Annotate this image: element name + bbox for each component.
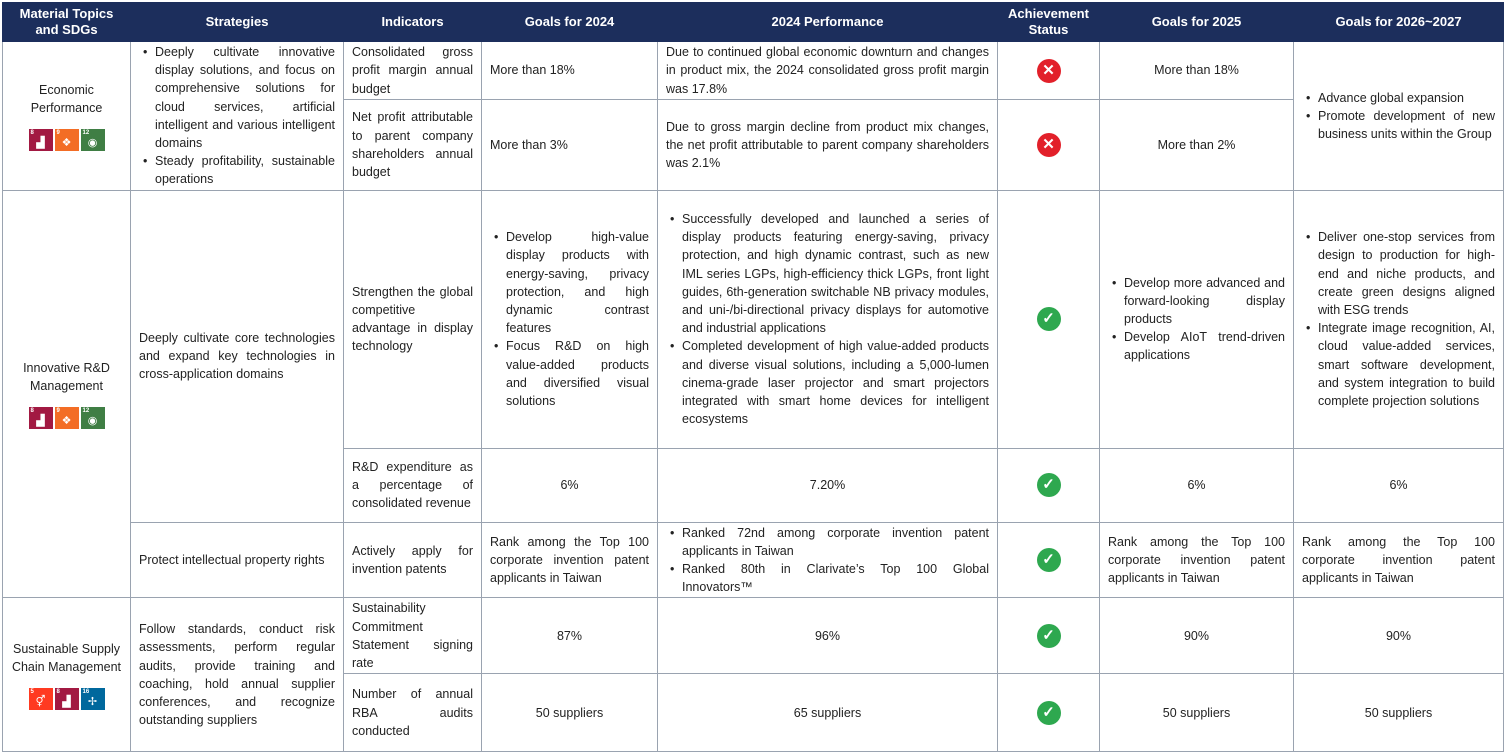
status-cell [998, 598, 1100, 674]
sdg-icons [11, 688, 122, 710]
status-cell [998, 448, 1100, 522]
goal-2025-cell: 6% [1100, 448, 1294, 522]
topic-name: Innovative R&D Management [23, 360, 110, 394]
goal-2025-cell: More than 18% [1100, 42, 1294, 100]
topic-cell-rnd [3, 190, 131, 598]
list-item: • Ranked 80th in Clarivate’s Top 100 Global Innovators™ [682, 560, 989, 596]
topic-name: Economic Performance [30, 82, 103, 115]
status-cell [998, 522, 1100, 598]
header-goals-2025: Goals for 2025 [1100, 3, 1294, 42]
material-topics-table [2, 2, 1504, 752]
topic-cell-supply-chain [3, 598, 131, 752]
list-item: • Successfully developed and launched a series of display products featuring energy-saving, privacy protection, and high dynamic contrast, such as new IML series LGPs, high-efficiency thick LGPs, front light guides, 6th-generation switchable NB privacy modules, and uni-/bi-directional privacy displays for automotive and industrial applications [682, 210, 989, 337]
performance-cell: Due to gross margin decline from product mix changes, the net profit attributable to parent company shareholders was 2.1% [658, 100, 998, 191]
header-goals-2024: Goals for 2024 [482, 3, 658, 42]
achieved-icon: ✓ [1037, 307, 1061, 331]
sdg-icons [11, 407, 122, 429]
status-cell [998, 674, 1100, 752]
goal-2025-cell: 90% [1100, 598, 1294, 674]
list-item: • Ranked 72nd among corporate invention patent applicants in Taiwan [682, 524, 989, 560]
achieved-icon: ✓ [1037, 701, 1061, 725]
status-cell [998, 190, 1100, 448]
achieved-icon: ✓ [1037, 624, 1061, 648]
not-achieved-icon: ✕ [1037, 59, 1061, 83]
topic-cell-economic [3, 42, 131, 191]
status-cell [998, 42, 1100, 100]
strategy-cell: Follow standards, conduct risk assessments, perform regular audits, provide training and coaching, hold annual supplier conferences, and recognize outstanding suppliers [131, 598, 344, 752]
indicator-cell: Strengthen the global competitive advantage in display technology [344, 190, 482, 448]
indicator-cell: R&D expenditure as a percentage of consolidated revenue [344, 448, 482, 522]
goal-2024-cell: 50 suppliers [482, 674, 658, 752]
header-indicators: Indicators [344, 3, 482, 42]
list-item: • Develop high-value display products with energy-saving, privacy protection, and high dynamic contrast features [506, 228, 649, 337]
sdg-12-eye-icon: 12 ◉ [81, 129, 105, 151]
list-item: • Advance global expansion [1318, 89, 1495, 107]
list-item: • Deliver one-stop services from design to production for high-end and niche products, and create green designs aligned with ESG trends [1318, 228, 1495, 319]
indicator-cell: Actively apply for invention patents [344, 522, 482, 598]
performance-cell: 65 suppliers [658, 674, 998, 752]
header-goals-2026-2027: Goals for 2026~2027 [1294, 3, 1504, 42]
sdg-16-peace-dove-icon: 16 ✢ [81, 688, 105, 710]
goal-2025-cell: More than 2% [1100, 100, 1294, 191]
header-row [3, 3, 1504, 42]
sdg-9-innovation-cubes-icon: 9 ❖ [55, 407, 79, 429]
goal-2025-cell [1100, 190, 1294, 448]
list-item: • Focus R&D on high value-added products and diversified visual solutions [506, 337, 649, 410]
goal-2026-list [1302, 228, 1495, 410]
sdg-8-growth-chart-icon: 8 ▟ [29, 129, 53, 151]
indicator-cell: Number of annual RBA audits conducted [344, 674, 482, 752]
topic-name: Sustainable Supply Chain Management [11, 641, 122, 674]
strategy-cell: Deeply cultivate core technologies and expand key technologies in cross-application domains [131, 190, 344, 522]
list-item: • Develop more advanced and forward-looking display products [1124, 274, 1285, 329]
goal-2024-cell: More than 18% [482, 42, 658, 100]
list-item: • Promote development of new business units within the Group [1318, 107, 1495, 143]
header-performance-2024: 2024 Performance [658, 3, 998, 42]
goal-2025-cell: 50 suppliers [1100, 674, 1294, 752]
indicator-cell: Consolidated gross profit margin annual budget [344, 42, 482, 100]
strategy-cell [131, 42, 344, 191]
goal-2026-cell: 90% [1294, 598, 1504, 674]
sdg-icons [11, 129, 122, 151]
list-item: • Deeply cultivate innovative display solutions, and focus on comprehensive solutions for cloud services, artificial intelligent and various intelligent domains [155, 43, 335, 152]
sdg-12-eye-icon: 12 ◉ [81, 407, 105, 429]
goal-2026-cell [1294, 190, 1504, 448]
goal-2026-cell [1294, 42, 1504, 191]
header-material-topics: Material Topics and SDGs [3, 3, 131, 42]
indicator-cell: Sustainability Commitment Statement signing rate [344, 598, 482, 674]
goal-2026-cell: 6% [1294, 448, 1504, 522]
goal-2024-cell [482, 190, 658, 448]
sdg-9-innovation-cubes-icon: 9 ❖ [55, 129, 79, 151]
sdg-8-growth-chart-icon: 8 ▟ [55, 688, 79, 710]
strategy-list [139, 43, 335, 189]
table-row [3, 42, 1504, 100]
table-row [3, 190, 1504, 448]
list-item: • Develop AIoT trend-driven applications [1124, 328, 1285, 364]
achieved-icon: ✓ [1037, 473, 1061, 497]
list-item: • Integrate image recognition, AI, cloud value-added services, smart software development, and system integration to build complete projection solutions [1318, 319, 1495, 410]
goal-2024-cell: 6% [482, 448, 658, 522]
goal-2024-cell: Rank among the Top 100 corporate invention patent applicants in Taiwan [482, 522, 658, 598]
goal-2024-cell: More than 3% [482, 100, 658, 191]
goal-2026-list [1302, 89, 1495, 144]
status-cell [998, 100, 1100, 191]
list-item: • Completed development of high value-added products and diverse visual solutions, including a 5,000-lumen cinema-grade laser projector and smart projectors integrated with smart home devices for intelligent ecosystems [682, 337, 989, 428]
performance-list [666, 524, 989, 597]
performance-cell [658, 190, 998, 448]
header-achievement-status: Achievement Status [998, 3, 1100, 42]
strategy-cell: Protect intellectual property rights [131, 522, 344, 598]
sdg-5-gender-equality-icon: 5 ⚥ [29, 688, 53, 710]
goal-2024-cell: 87% [482, 598, 658, 674]
indicator-cell: Net profit attributable to parent company shareholders annual budget [344, 100, 482, 191]
performance-cell: Due to continued global economic downturn and changes in product mix, the 2024 consolidated gross profit margin was 17.8% [658, 42, 998, 100]
goal-2024-list [490, 228, 649, 410]
performance-list [666, 210, 989, 428]
table-row [3, 522, 1504, 598]
performance-cell: 96% [658, 598, 998, 674]
goal-2025-list [1108, 274, 1285, 365]
sdg-8-growth-chart-icon: 8 ▟ [29, 407, 53, 429]
goal-2026-cell: Rank among the Top 100 corporate invention patent applicants in Taiwan [1294, 522, 1504, 598]
performance-cell: 7.20% [658, 448, 998, 522]
achieved-icon: ✓ [1037, 548, 1061, 572]
performance-cell [658, 522, 998, 598]
header-strategies: Strategies [131, 3, 344, 42]
table-row [3, 598, 1504, 674]
not-achieved-icon: ✕ [1037, 133, 1061, 157]
goal-2025-cell: Rank among the Top 100 corporate invention patent applicants in Taiwan [1100, 522, 1294, 598]
list-item: • Steady profitability, sustainable operations [155, 152, 335, 188]
goal-2026-cell: 50 suppliers [1294, 674, 1504, 752]
